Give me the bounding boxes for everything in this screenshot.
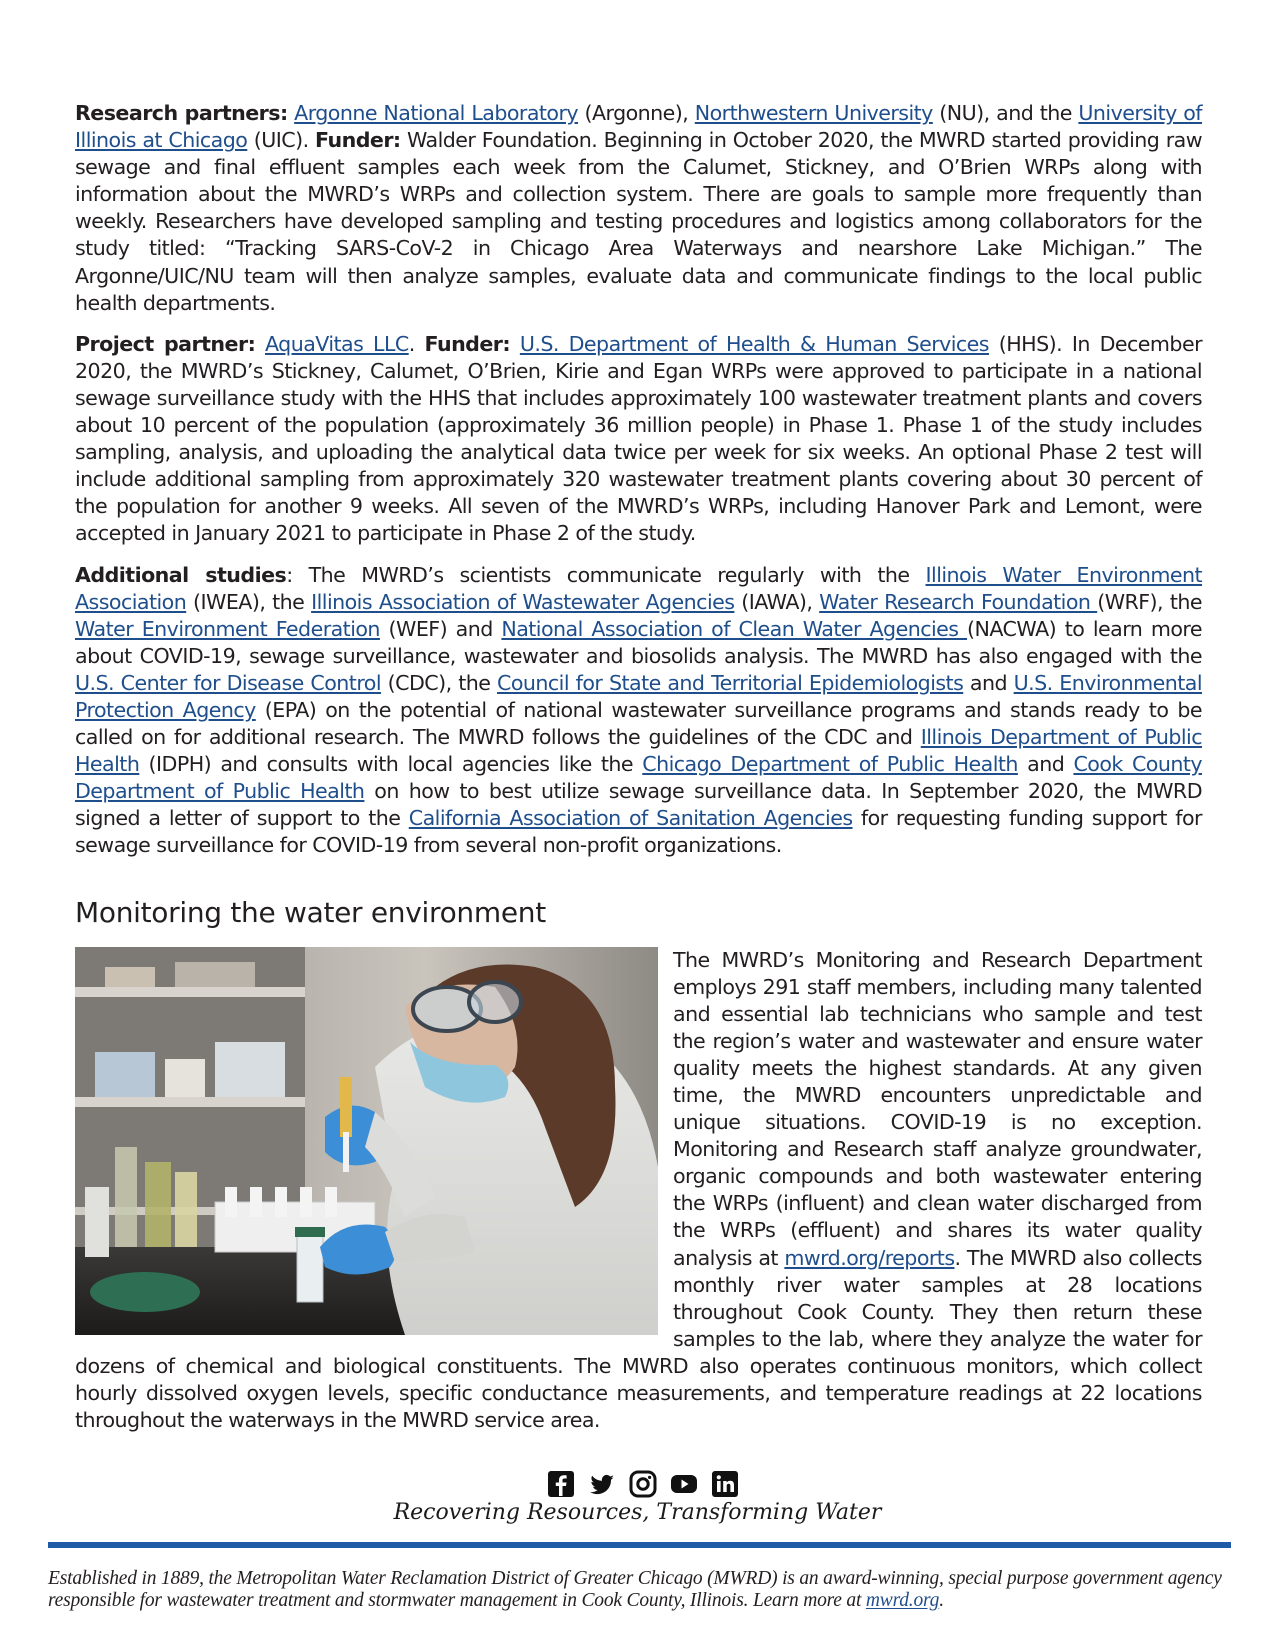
link-wrf[interactable]: Water Research Foundation <box>819 589 1098 614</box>
instagram-icon[interactable] <box>629 1470 657 1498</box>
link-nacwa[interactable]: National Association of Clean Water Agencies <box>501 616 968 641</box>
tagline: Recovering Resources, Transforming Water <box>393 1500 882 1525</box>
project-partner-label: Project partner: <box>75 331 256 356</box>
link-iawa[interactable]: Illinois Association of Wastewater Agencies <box>311 589 735 614</box>
research-partners-label: Research partners: <box>75 101 288 125</box>
link-hhs[interactable]: U.S. Department of Health & Human Services <box>519 331 989 356</box>
linkedin-icon[interactable] <box>711 1470 739 1498</box>
link-mwrd-org[interactable]: mwrd.org <box>865 1590 940 1611</box>
section-heading: Monitoring the water environment <box>75 895 546 929</box>
page-footer <box>0 1470 1275 1611</box>
twitter-icon[interactable] <box>588 1470 616 1498</box>
link-cdc[interactable]: U.S. Center for Disease Control <box>75 670 382 695</box>
lab-technician-photo <box>75 947 658 1335</box>
established-statement: Established in 1889, the Metropolitan Water Reclamation District of Greater Chicago (MWRD) is an award-winning, special purpose government agency responsible for wastewater treatment and stormwater management in Cook County, Illinois. Learn more at mwrd.org. <box>48 1568 1222 1611</box>
social-icons <box>10 1470 1275 1498</box>
footer-divider <box>48 1542 1231 1548</box>
youtube-icon[interactable] <box>670 1470 698 1498</box>
facebook-icon[interactable] <box>547 1470 575 1498</box>
document-body <box>75 100 1202 1448</box>
link-idph[interactable]: Illinois Department of Public Health <box>75 725 1202 777</box>
link-casa[interactable]: California Association of Sanitation Agencies <box>408 806 853 831</box>
research-partners-paragraph: Research partners: Argonne National Laboratory (Argonne), Northwestern University (NU), and the University of Illinois at Chicago (UIC). Funder: Walder Foundation. Beginning in October 2020, the MWRD started providing raw sewage and final effluent samples each week from the Calumet, Stickney, and O’Brien WRPs along with information about the MWRD’s WRPs and collection system. There are goals to sample more frequently than weekly. Researchers have developed sampling and testing procedures and logistics among collaborators for the study titled: “Tracking SARS-CoV-2 in Chicago Area Waterways and nearshore Lake Michigan.” The Argonne/UIC/NU team will then analyze samples, evaluate data and communicate findings to the local public health departments. <box>75 101 1203 315</box>
link-epa[interactable]: U.S. Environmental Protection Agency <box>75 670 1202 722</box>
link-ccdph[interactable]: Cook County Department of Public Health <box>75 752 1203 804</box>
funder-label: Funder: <box>315 128 401 153</box>
project-partner-paragraph: Project partner: AquaVitas LLC. Funder: U.S. Department of Health & Human Services (HHS). In December 2020, the MWRD’s Stickney, Calumet, O’Brien, Kirie and Egan WRPs were approved to participate in a national sewage surveillance study with the HHS that includes approximately 100 wastewater treatment plants and covers about 10 percent of the population (approximately 36 million people) in Phase 1. Phase 1 of the study includes sampling, analysis, and uploading the analytical data twice per week for six weeks. An optional Phase 2 test will include additional sampling from approximately 320 wastewater treatment plants covering about 30 percent of the population for another 9 weeks. All seven of the MWRD’s WRPs, including Hanover Park and Lemont, were accepted in January 2021 to participate in Phase 2 of the study. <box>75 331 1202 546</box>
link-argonne[interactable]: Argonne National Laboratory <box>294 101 579 125</box>
link-mwrd-reports[interactable]: mwrd.org/reports <box>784 1245 955 1270</box>
link-wef[interactable]: Water Environment Federation <box>75 616 380 641</box>
link-cdph[interactable]: Chicago Department of Public Health <box>642 752 1018 777</box>
link-cste[interactable]: Council for State and Territorial Epidemiologists <box>497 670 964 695</box>
additional-studies-paragraph: Additional studies: The MWRD’s scientists communicate regularly with the Illinois Water Environment Association (IWEA), the Illinois Association of Wastewater Agencies (IAWA), Water Research Foundation (WRF), the Water Environment Federation (WEF) and National Association of Clean Water Agencies (NACWA) to learn more about COVID-19, sewage surveillance, wastewater and biosolids analysis. The MWRD has also engaged with the U.S. Center for Disease Control (CDC), the Council for State and Territorial Epidemiologists and U.S. Environmental Protection Agency (EPA) on the potential of national wastewater surveillance programs and stands ready to be called on for additional research. The MWRD follows the guidelines of the CDC and Illinois Department of Public Health (IDPH) and consults with local agencies like the Chicago Department of Public Health and Cook County Department of Public Health on how to best utilize sewage surveillance data. In September 2020, the MWRD signed a letter of support to the California Association of Sanitation Agencies for requesting funding support for sewage surveillance for COVID-19 from several non-profit organizations. <box>75 562 1203 858</box>
link-aquavitas[interactable]: AquaVitas LLC <box>265 331 409 356</box>
funder-label: Funder: <box>424 331 511 356</box>
link-northwestern[interactable]: Northwestern University <box>694 101 933 125</box>
link-uic[interactable]: University of Illinois at Chicago <box>75 101 1203 153</box>
link-iwea[interactable]: Illinois Water Environment Association <box>75 562 1202 614</box>
additional-studies-label: Additional studies <box>75 562 287 587</box>
monitoring-paragraph: The MWRD’s Monitoring and Research Department employs 291 staff members, including many talented and essential lab technicians who sample and test the region’s water and wastewater and ensure water quality meets the highest standards. At any given time, the MWRD encounters unpredictable and unique situations. COVID-19 is no exception. Monitoring and Research staff analyze groundwater, organic compounds and both wastewater entering the WRPs (influent) and clean water discharged from the WRPs (effluent) and shares its water quality analysis at mwrd.org/reports. The MWRD also collects monthly river water samples at 28 locations throughout Cook County. They then return these samples to the lab, where they analyze the water for dozens of chemical and biological constituents. The MWRD also operates continuous monitors, which collect hourly dissolved oxygen levels, specific conductance measurements, and temperature readings at 22 locations throughout the waterways in the MWRD service area. <box>75 947 1202 1433</box>
section-body <box>75 947 1202 1435</box>
